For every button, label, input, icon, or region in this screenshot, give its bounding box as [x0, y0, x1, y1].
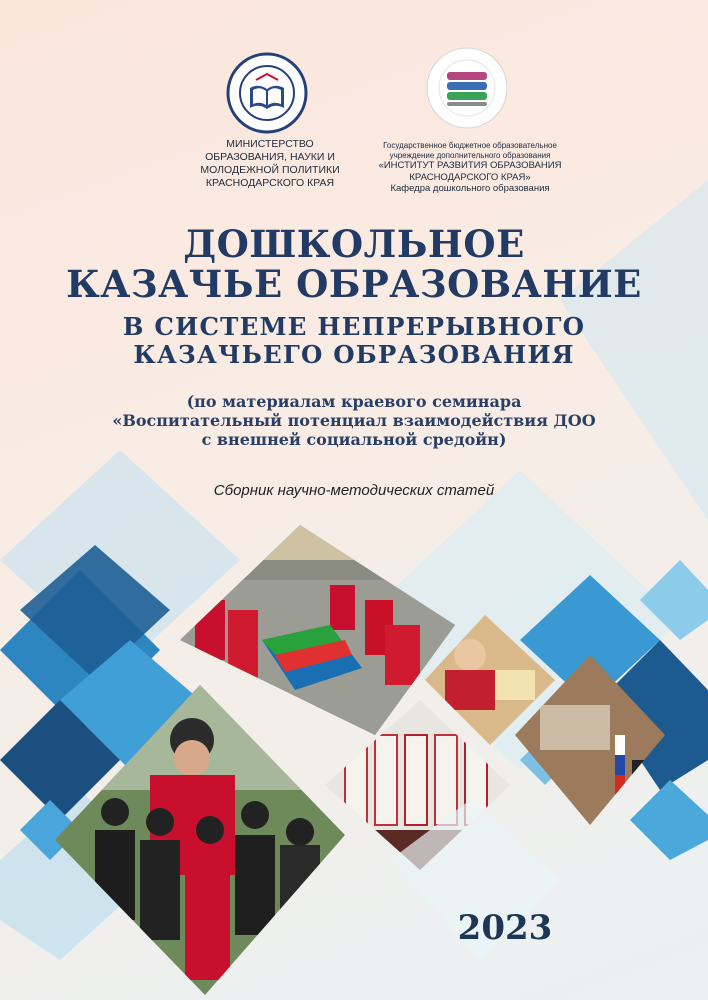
institute-line: КРАСНОДАРСКОГО КРАЯ»	[409, 171, 531, 183]
ministry-logo	[226, 52, 308, 134]
subtitle	[0, 392, 708, 449]
subtitle-line: (по материалам краевого семинара	[186, 392, 522, 411]
institute-small-line: учреждение дополнительного образования	[389, 150, 551, 160]
main-title	[0, 224, 708, 304]
institute-name	[360, 141, 580, 195]
subtitle-line: «Воспитательный потенциал взаимодействия ДОО	[112, 411, 596, 430]
collection-label: Сборник научно-методических статей	[213, 482, 495, 499]
deco-diamond	[630, 780, 708, 860]
ministry-line: МОЛОДЕЖНОЙ ПОЛИТИКИ	[200, 164, 340, 176]
institute-line: «ИНСТИТУТ РАЗВИТИЯ ОБРАЗОВАНИЯ	[378, 160, 562, 171]
title-line: В СИСТЕМЕ НЕПРЕРЫВНОГО	[122, 312, 586, 341]
ministry-line: МИНИСТЕРСТВО	[226, 138, 314, 150]
title-line: КАЗАЧЬЕГО ОБРАЗОВАНИЯ	[133, 340, 575, 369]
title-line: ДОШКОЛЬНОЕ	[183, 222, 525, 266]
institute-logo	[425, 46, 509, 130]
ministry-line: КРАСНОДАРСКОГО КРАЯ	[205, 177, 335, 189]
subtitle-line: с внешней социальной средойн)	[201, 430, 507, 449]
ministry-line: ОБРАЗОВАНИЯ, НАУКИ И	[205, 151, 335, 163]
title-line: КАЗАЧЬЕ ОБРАЗОВАНИЕ	[66, 262, 642, 306]
main-title-continued	[0, 313, 708, 369]
publication-year: 2023	[457, 908, 553, 948]
institute-small-line: Государственное бюджетное образовательное	[383, 141, 557, 150]
institute-department: Кафедра дошкольного образования	[390, 183, 550, 194]
ministry-name	[150, 138, 390, 190]
